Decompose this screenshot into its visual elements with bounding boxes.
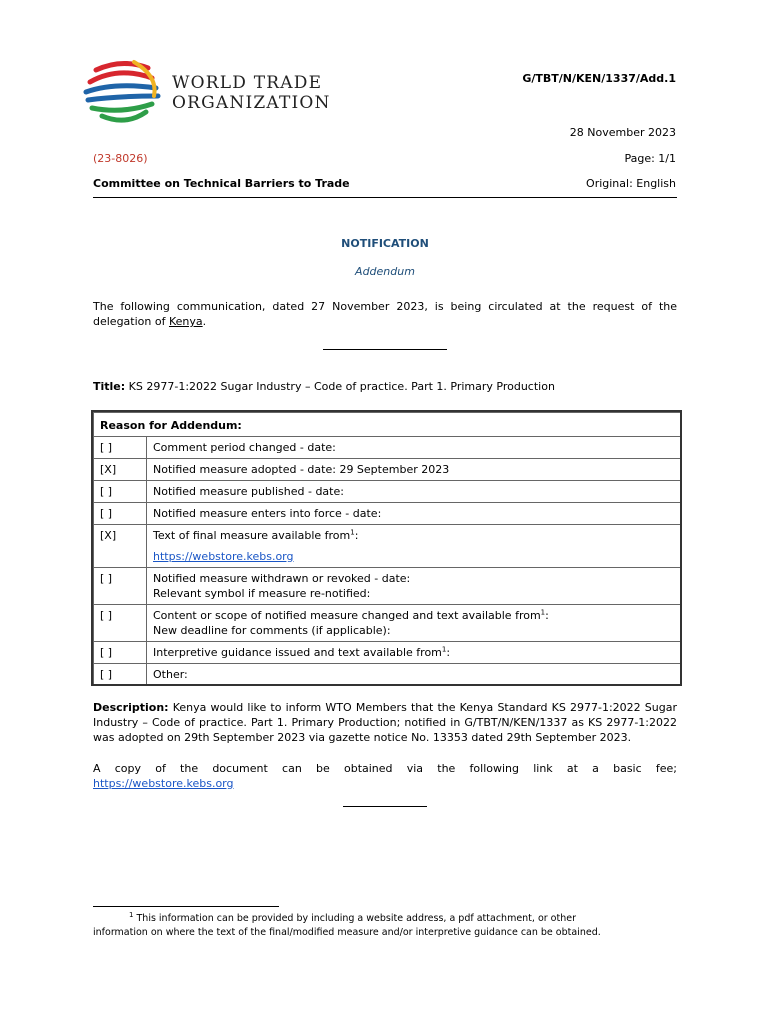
reason-row <box>94 605 682 642</box>
description-label: Description: <box>93 701 169 714</box>
reason-text <box>147 568 682 605</box>
reason-row <box>94 437 682 459</box>
reason-line <box>153 571 675 586</box>
reason-line-suffix: : <box>545 609 549 622</box>
wto-emblem-icon <box>82 56 166 128</box>
webstore-link[interactable]: https://webstore.kebs.org <box>93 777 234 790</box>
reason-line-text: Comment period changed - date: <box>153 441 336 454</box>
reason-line <box>153 484 675 499</box>
reason-text <box>147 525 682 568</box>
intro-paragraph <box>93 299 677 329</box>
reason-line-suffix: : <box>446 646 451 659</box>
footnote-text1: This information can be provided by including a website address, a pdf attachment, or other <box>133 913 576 924</box>
webstore-link[interactable]: https://webstore.kebs.org <box>153 550 294 563</box>
org-name-line2: ORGANIZATION <box>172 93 331 113</box>
reason-line-text: Interpretive guidance issued and text available from <box>153 646 442 659</box>
reason-line <box>153 623 675 638</box>
reason-checkbox: [ ] <box>94 503 147 525</box>
reason-text <box>147 459 682 481</box>
reasons-table <box>93 412 682 686</box>
footnote-ref: 1 <box>441 645 447 654</box>
reason-line <box>153 506 675 521</box>
addendum-subheading: Addendum <box>355 265 415 278</box>
reason-line <box>153 462 675 477</box>
footnote <box>93 912 677 940</box>
reason-text <box>147 642 682 664</box>
reason-line-text: Text of final measure available from <box>153 529 351 542</box>
notification-heading: NOTIFICATION <box>341 237 429 250</box>
reason-row <box>94 568 682 605</box>
reason-line <box>153 528 675 543</box>
reason-checkbox: [ ] <box>94 481 147 503</box>
wto-logo <box>82 56 332 128</box>
reason-line <box>153 667 675 682</box>
reason-line <box>153 440 675 455</box>
reason-text <box>147 503 682 525</box>
reason-line <box>153 586 675 601</box>
reason-row <box>94 459 682 481</box>
header-divider <box>93 197 677 198</box>
reason-checkbox: [ ] <box>94 642 147 664</box>
reason-text <box>147 605 682 642</box>
title-text: KS 2977-1:2022 Sugar Industry – Code of practice. Part 1. Primary Production <box>125 380 555 393</box>
title-line <box>93 380 555 393</box>
reason-row <box>94 503 682 525</box>
committee-name: Committee on Technical Barriers to Trade <box>93 177 350 190</box>
intro-end: . <box>202 315 207 328</box>
org-name-line1: WORLD TRADE <box>172 73 323 93</box>
copy-paragraph <box>93 761 677 791</box>
document-date: 28 November 2023 <box>569 126 676 139</box>
reason-line-text: Notified measure published - date: <box>153 485 344 498</box>
reason-checkbox: [ ] <box>94 568 147 605</box>
reason-line <box>153 608 675 623</box>
title-label: Title: <box>93 380 126 393</box>
reason-row <box>94 481 682 503</box>
reason-checkbox: [ ] <box>94 437 147 459</box>
footnote-line1 <box>93 912 677 926</box>
country-name: Kenya <box>168 315 203 328</box>
reason-row <box>94 525 682 568</box>
reason-text <box>147 481 682 503</box>
reason-line-text: Relevant symbol if measure re-notified: <box>153 587 371 600</box>
intro-text: The following communication, dated 27 November 2023, is being circulated at the request of the delegation of <box>93 300 677 328</box>
reason-text <box>147 437 682 459</box>
reason-line-text: New deadline for comments (if applicable): <box>153 624 391 637</box>
footnote-ref: 1 <box>350 528 355 537</box>
footnote-divider <box>93 906 279 907</box>
footnote-number: 1 <box>129 910 134 919</box>
reason-line-text: Other: <box>153 668 188 681</box>
reason-checkbox: [ ] <box>94 605 147 642</box>
reason-checkbox: [X] <box>94 525 147 568</box>
reason-line-suffix: : <box>354 529 359 542</box>
copy-text: A copy of the document can be obtained via the following link at a basic fee; <box>93 762 677 775</box>
description-text: Kenya would like to inform WTO Members that the Kenya Standard KS 2977-1:2022 Sugar Industry – Code of practice. Part 1. Primary Production; notified in G/TBT/N/KEN/1337 as KS 2977-1:2022 was adopted on 29th September 2023 via gazette notice No. 13353 dated 29th September 2023. <box>93 701 677 744</box>
reason-link-line <box>153 549 675 564</box>
footnote-line2: information on where the text of the final/modified measure and/or interpretive guidance can be obtained. <box>93 927 601 938</box>
original-language: Original: English <box>586 177 676 190</box>
reason-line-text: Notified measure withdrawn or revoked - date: <box>153 572 411 585</box>
page-number: Page: 1/1 <box>624 152 676 165</box>
reason-checkbox: [ ] <box>94 664 147 686</box>
reason-line-text: Content or scope of notified measure changed and text available from <box>153 609 541 622</box>
reasons-header: Reason for Addendum: <box>94 413 682 437</box>
reason-row <box>94 664 682 686</box>
org-name <box>172 73 331 113</box>
section-separator <box>323 349 447 350</box>
reason-checkbox: [X] <box>94 459 147 481</box>
reason-row <box>94 642 682 664</box>
reason-line-text: Notified measure adopted - date: 29 September 2023 <box>153 463 450 476</box>
reason-line-text: Notified measure enters into force - date: <box>153 507 382 520</box>
document-symbol: G/TBT/N/KEN/1337/Add.1 <box>522 72 676 85</box>
end-separator <box>343 806 427 807</box>
description-paragraph <box>93 700 677 745</box>
reason-line <box>153 645 675 660</box>
footnote-ref: 1 <box>540 608 546 617</box>
reason-text <box>147 664 682 686</box>
document-reference: (23-8026) <box>93 152 148 165</box>
